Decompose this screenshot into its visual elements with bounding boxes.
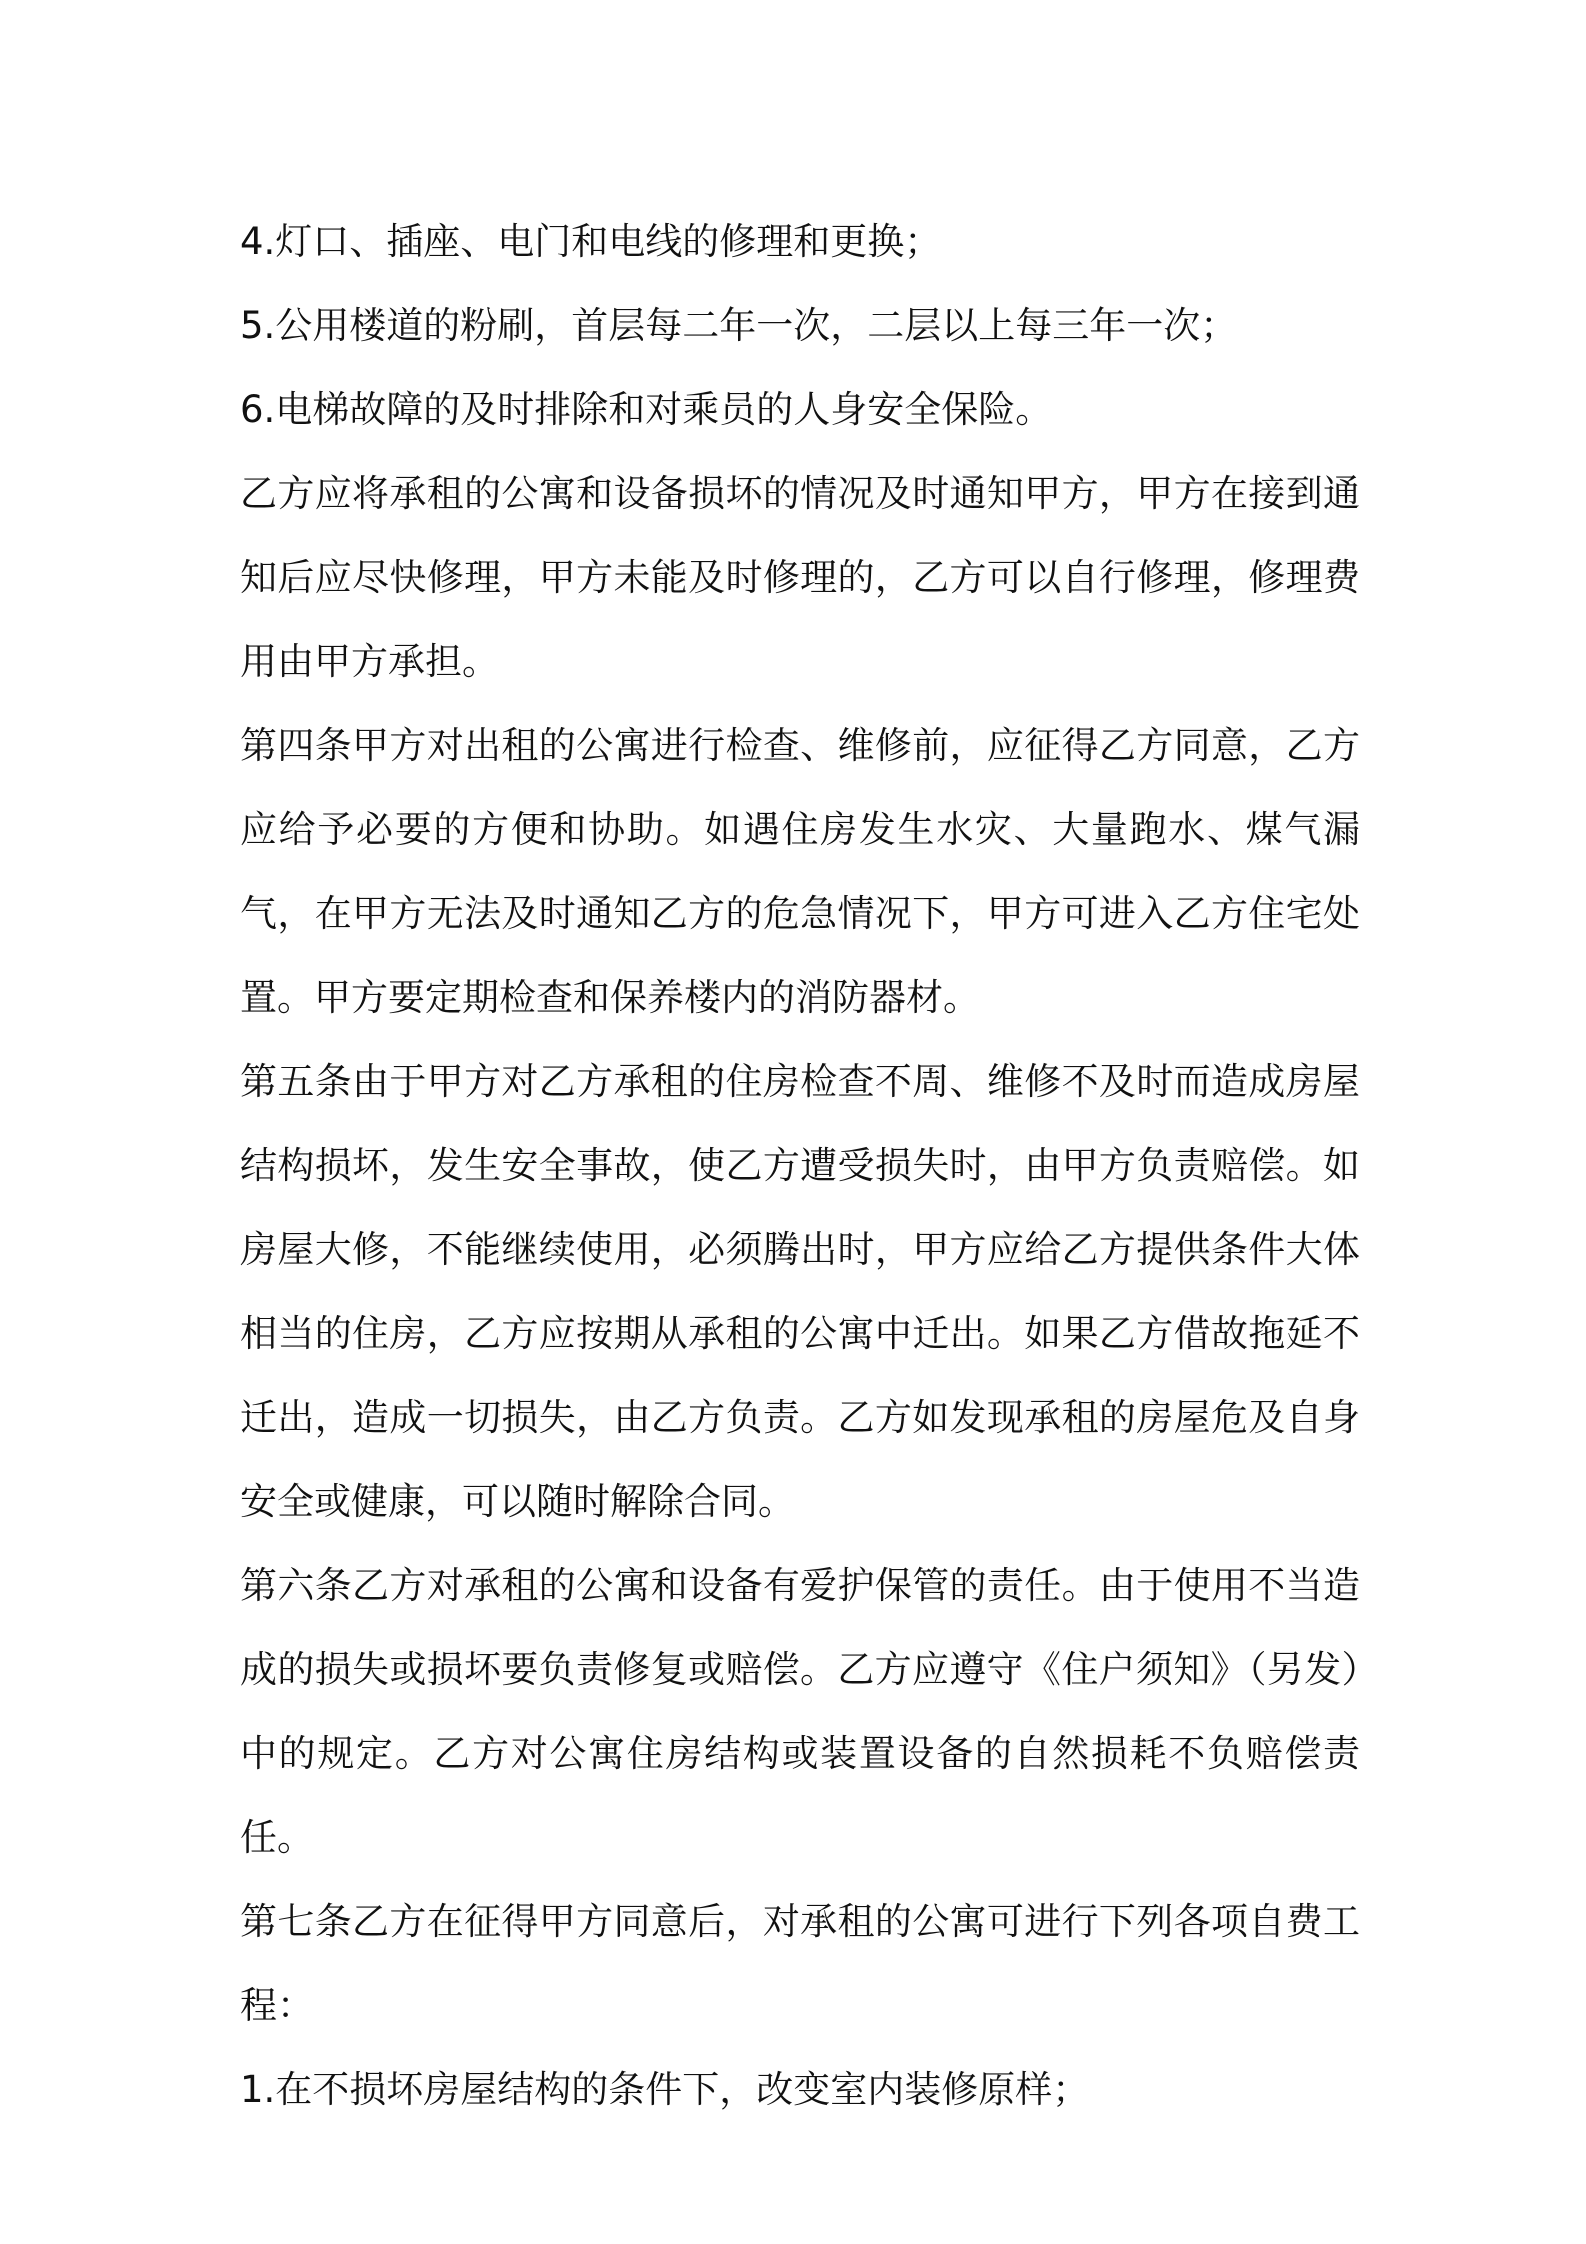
item-4-repair-outlets: 4.灯口、插座、电门和电线的修理和更换； bbox=[240, 220, 942, 263]
article-5-paragraph: 第五条由于甲方对乙方承租的住房检查不周、维修不及时而造成房屋结构损坏，发生安全事故，使乙方遭受损失时，由甲方负责赔偿。如房屋大修，不能继续使用，必须腾出时，甲方应给乙方提供条件大体相当的住房，乙方应按期从承租的公寓中迁出。如果乙方借故拖延不迁出，造成一切损失，由乙方负责。乙方如发现承租的房屋危及自身安全或健康，可以随时解除合同。 bbox=[240, 1060, 1360, 1523]
article-6-paragraph: 第六条乙方对承租的公寓和设备有爱护保管的责任。由于使用不当造成的损失或损坏要负责修复或赔偿。乙方应遵守《住户须知》（另发）中的规定。乙方对公寓住房结构或装置设备的自然损耗不负赔偿责任。 bbox=[240, 1564, 1360, 1859]
item-1-interior-renovation: 1.在不损坏房屋结构的条件下，改变室内装修原样； bbox=[240, 2068, 1090, 2111]
notification-paragraph: 乙方应将承租的公寓和设备损坏的情况及时通知甲方，甲方在接到通知后应尽快修理，甲方未能及时修理的，乙方可以自行修理，修理费用由甲方承担。 bbox=[240, 472, 1360, 683]
article-7-paragraph: 第七条乙方在征得甲方同意后，对承租的公寓可进行下列各项自费工程： bbox=[240, 1900, 1360, 2027]
article-4-paragraph: 第四条甲方对出租的公寓进行检查、维修前，应征得乙方同意，乙方应给予必要的方便和协助。如遇住房发生水灾、大量跑水、煤气漏气，在甲方无法及时通知乙方的危急情况下，甲方可进入乙方住宅处置。甲方要定期检查和保养楼内的消防器材。 bbox=[240, 724, 1360, 1019]
document-body bbox=[240, 200, 1360, 2132]
item-5-stairway-painting: 5.公用楼道的粉刷，首层每二年一次，二层以上每三年一次； bbox=[240, 304, 1238, 347]
item-6-elevator-maintenance: 6.电梯故障的及时排除和对乘员的人身安全保险。 bbox=[240, 388, 1053, 431]
